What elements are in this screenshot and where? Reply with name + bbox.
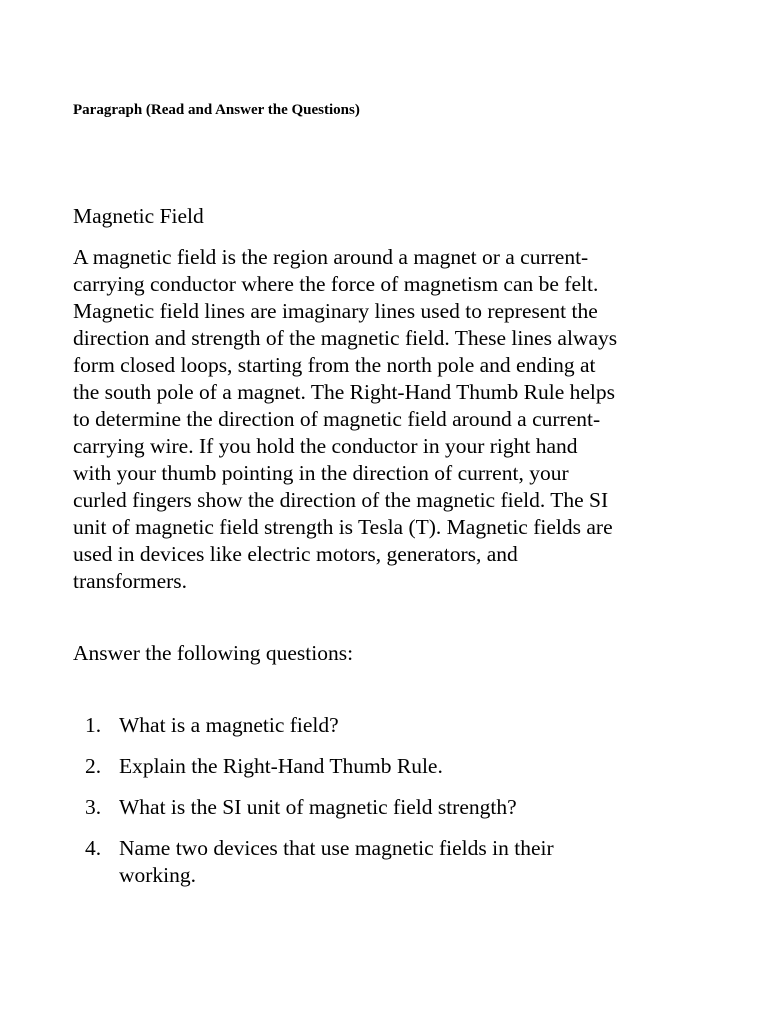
question-line: working.	[119, 863, 197, 887]
question-line: Explain the Right-Hand Thumb Rule.	[119, 754, 443, 778]
question-number: 2.	[85, 754, 102, 778]
paragraph-line: A magnetic field is the region around a magnet or a current-	[73, 245, 589, 269]
paragraph-line: form closed loops, starting from the north pole and ending at	[73, 353, 596, 377]
questions-list	[73, 712, 554, 903]
question-item	[73, 753, 554, 780]
question-text	[119, 712, 554, 739]
question-text	[119, 753, 554, 780]
question-line: What is a magnetic field?	[119, 713, 339, 737]
question-line: Name two devices that use magnetic fields in their	[119, 836, 554, 860]
paragraph-line: Magnetic field lines are imaginary lines used to represent the	[73, 299, 598, 323]
question-text	[119, 835, 554, 889]
paragraph-line: unit of magnetic field strength is Tesla (T). Magnetic fields are	[73, 515, 613, 539]
question-number: 1.	[85, 713, 102, 737]
paragraph	[73, 244, 713, 595]
paragraph-line: carrying wire. If you hold the conductor in your right hand	[73, 434, 578, 458]
question-line: What is the SI unit of magnetic field strength?	[119, 795, 517, 819]
question-item	[73, 712, 554, 739]
question-text	[119, 794, 554, 821]
question-item	[73, 835, 554, 889]
paragraph-line: carrying conductor where the force of magnetism can be felt.	[73, 272, 599, 296]
paragraph-line: transformers.	[73, 569, 188, 593]
paragraph-line: direction and strength of the magnetic field. These lines always	[73, 326, 618, 350]
question-number: 3.	[85, 795, 102, 819]
section-heading: Magnetic Field	[73, 204, 204, 228]
paragraph-line: to determine the direction of magnetic field around a current-	[73, 407, 601, 431]
paragraph-line: curled fingers show the direction of the magnetic field. The SI	[73, 488, 609, 512]
paragraph-line: with your thumb pointing in the direction of current, your	[73, 461, 569, 485]
questions-prompt: Answer the following questions:	[73, 641, 354, 665]
paragraph-line: used in devices like electric motors, generators, and	[73, 542, 518, 566]
question-number: 4.	[85, 836, 102, 860]
paragraph-line: the south pole of a magnet. The Right-Hand Thumb Rule helps	[73, 380, 615, 404]
document-header: Paragraph (Read and Answer the Questions)	[73, 102, 360, 118]
question-item	[73, 794, 554, 821]
